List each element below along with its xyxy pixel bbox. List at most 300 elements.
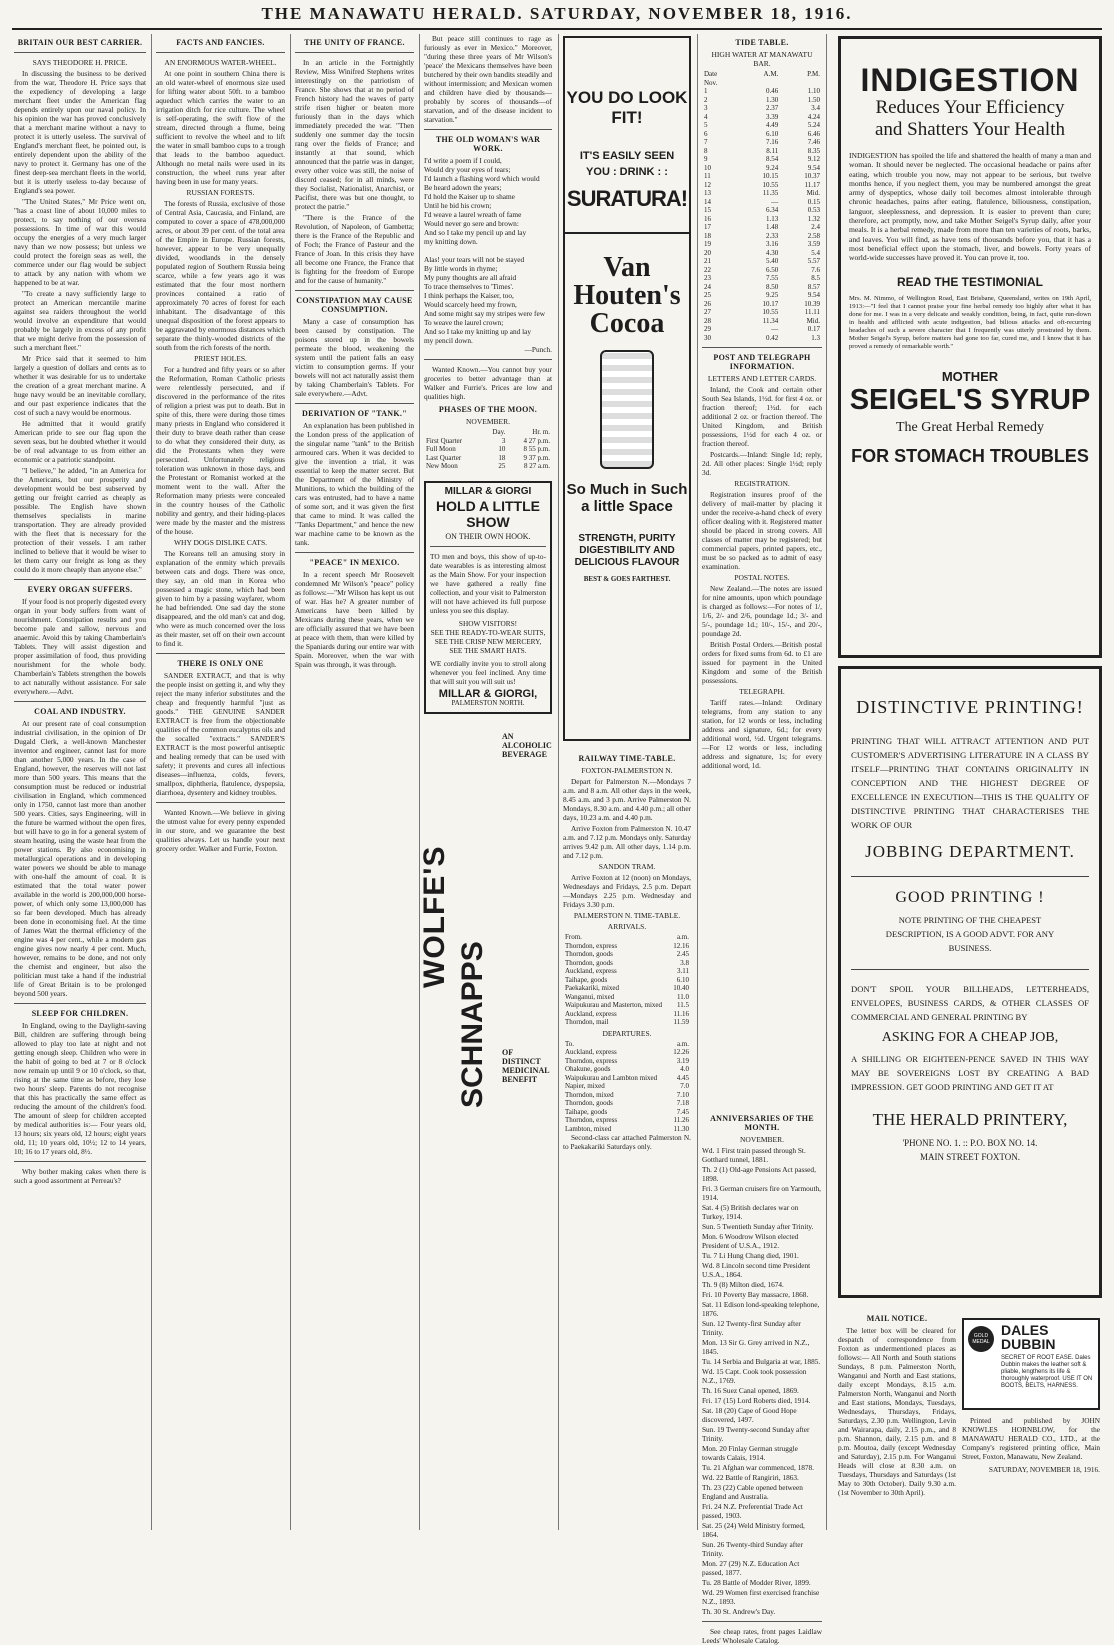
table-cell: Lambton, mixed: [565, 1124, 612, 1133]
paragraph: At our present rate of coal consumption industrial civilisation, in the opinion of Dr Dugald Clerk, a well-known Manchester inventor and engineer, cannot last for more than another 5,000 years. In the case of England, however, the reserves will not last more than 500 years. This means that the consumption must be reduced or industrial civilisation in England, which commenced only in 1750, cannot last more than another 500 years. Cities, says Engineering, will in the future be warmed without the open fires, but will have to go in for a general system of steam heating, using the waste heat from the power stations. By also economising in metallurgical operations and in developing water powers we should be able to manage with one-half the amount of coal. It is estimated that the total water power available in the world is 200,000,000 horse-power, of which only some 13,000,000 has so far been developed. Much has already been done in economising fuel. At the time of James Watt the thermal efficiency of the engine was 4 per cent., while a modern gas engine gives now nearly 4 per cent. Much, however, remains to be done, and not only the chemist and engineer, but also the politician must take a hand if the industrial life of Great Britain is to be prolonged beyond 500 years.: [14, 719, 146, 998]
table-cell: Thorndon, express: [565, 941, 618, 950]
paragraph: In a recent speech Mr Roosevelt condemned Mr Wilson's "peace" policy as follows:—"Mr Wilson has kept us out of war. Has he? A greater number of Americans have been killed by Mexicans during these years, when we are officially assured that we have been at peace with them, than were killed by the Spaniards during our entire war with Spain. Moreover, when the war with Spain was through, it was through.: [295, 570, 414, 669]
anniversary-item: Mon. 20 Finlay German struggle towards Calais, 1914.: [702, 1444, 798, 1462]
table-row: [702, 308, 822, 317]
cocoa-tin-illustration: [600, 350, 654, 469]
van-houten-footer: BEST & GOES FARTHEST.: [583, 575, 671, 583]
article-subheading: PALMERSTON N. TIME-TABLE.: [573, 911, 681, 920]
table-cell: —: [771, 197, 779, 206]
article-heading: POST AND TELEGRAPH INFORMATION.: [713, 353, 811, 371]
imprint: [962, 1416, 1100, 1532]
paragraph: Arrive Foxton from Palmerston N. 10.47 a.m. and 7.12 p.m. Mondays only. Saturday arrives 9.42 p.m. All other days, 1.14 p.m. and 7.12 p.m.: [563, 824, 691, 860]
ad-subtitle: ON THEIR OWN HOOK.: [445, 531, 531, 541]
table-row: [563, 967, 691, 976]
table-cell: 9.24: [766, 163, 779, 172]
table-row: [702, 147, 822, 156]
article-heading: EVERY ORGAN SUFFERS.: [27, 585, 133, 594]
article-heading: THERE IS ONLY ONE: [177, 659, 264, 668]
table-row: [563, 1074, 691, 1083]
table-row: [702, 113, 822, 122]
table-cell: 7.55: [766, 274, 779, 282]
table-cell: 7: [704, 138, 708, 146]
divider: [295, 52, 414, 53]
table-cell: 16: [704, 214, 711, 223]
printing-warning: DON'T SPOIL YOUR BILLHEADS, LETTERHEADS, ENVELOPES, BUSINESS CARDS, & OTHER CLASSES OF COMMERCIAL AND GENERAL PRINTING BY: [851, 984, 1089, 1022]
ad-tagline: AN ALCOHOLIC BEVERAGE: [502, 731, 552, 759]
table-row: [563, 993, 691, 1002]
table-cell: 2.45: [676, 950, 689, 958]
table-cell: 8.50: [766, 282, 779, 291]
divider: [156, 52, 285, 53]
table-cell: 4 27 p.m.: [523, 436, 550, 445]
table-cell: 11.30: [673, 1124, 689, 1133]
paragraph: An explanation has been published in the London press of the application of the singular name "tank" to the British armoured cars. When it was decided to give the invention a trial, it was essential to keep the matter secret. But the Department of the Ministry of Munitions, to which the building of the cars was entrusted, had to have a name of some sort, and it was given the first that came to mind. It was called the "Tanks Department," and hence the new war machine came to be known as the tank.: [295, 421, 414, 547]
anniversary-item: Wd. 29 Women first exercised franchise N.Z., 1893.: [702, 1588, 820, 1606]
table-cell: 25: [498, 462, 506, 470]
article-heading: COAL AND INDUSTRY.: [34, 707, 126, 716]
ad-place: PALMERSTON NORTH.: [451, 698, 525, 707]
table-cell: 8 27 a.m.: [523, 462, 550, 470]
divider: [295, 290, 414, 291]
paragraph: Depart for Palmerston N.—Mondays 7 a.m. and 8 a.m. All other days in the week, 8.45 a.m. and 3 p.m. Arrive Palmerston N. Mondays, 8.30 a.m. and 4.40 p.m.; all other days, 10.23 a.m. and 4.40 p.m.: [563, 777, 691, 822]
table-cell: 7.16: [766, 138, 779, 146]
table-cell: 12: [704, 180, 711, 189]
table-cell: 11: [704, 172, 711, 180]
ad-name: MILLAR & GIORGI,: [438, 687, 538, 700]
divider: [424, 359, 552, 360]
paragraph: "The United States," Mr Price went on, "has a coast line of about 10,000 miles to protect, to say nothing of our oversea possessions. In time of war this would occupy the energies of a very much larger navy than we now possess; but unless we could protect the foreign seas as well, the commerce under our flag would be subject to attack by any nation with whom we happened to be at war.: [14, 197, 146, 287]
table-cell: Mid.: [806, 316, 820, 325]
table-cell: Taihape, goods: [565, 975, 608, 984]
column-divider: [151, 34, 152, 1530]
table-cell: 8.57: [807, 282, 820, 291]
printery-contact: 'PHONE NO. 1. :: P.O. BOX NO. 14.: [902, 1138, 1038, 1148]
article-heading: THE UNITY OF FRANCE.: [304, 38, 405, 47]
printery-address: MAIN STREET FOXTON.: [920, 1152, 1020, 1162]
table-cell: 23: [704, 274, 711, 282]
table-row: [424, 454, 552, 463]
article-heading: MAIL NOTICE.: [866, 1314, 928, 1323]
table-cell: Waipukurau and Masterton, mixed: [565, 1001, 663, 1009]
anniversary-item: Fri. 24 N.Z. Preferential Trade Act passed, 1903.: [702, 1502, 803, 1520]
table-cell: 10: [704, 163, 711, 172]
article-heading: FACTS AND FANCIES.: [176, 38, 265, 47]
table-row: [563, 1057, 691, 1066]
table-row: [702, 317, 822, 326]
article-subheading: POSTAL NOTES.: [734, 573, 790, 582]
table-cell: 10.17: [762, 299, 779, 308]
anniversary-item: Th. 23 (22) Cable opened between England and Australia.: [702, 1483, 803, 1501]
table-cell: 18: [498, 453, 506, 462]
indigestion-body: INDIGESTION has spoiled the life and shattered the health of many a man and woman. It should never be neglected. The occasional headache or pains after eating, which trouble you now, may not appear to be serious, but twelve months hence, if you neglect them, you may be numbered amongst the great army of dyspeptics, whose daily toil becomes almost intolerable through chronic headaches, pains after eating, flatulence, biliousness, constipation, languor, sleeplessness, and depression. It is easier to prevent than cure; therefore, act promptly, now, and take Mother Seigel's Syrup daily, after your meals. It is a herbal remedy, made from more than ten varieties of roots, barks, and leaves. You will find, as have tens of thousands before you, that it has a most beneficial effect upon the stomach, liver, and bowels. Forty years of world-wide successes have proved it. You can prove it, too.: [849, 151, 1091, 263]
anniversary-item: Tu. 7 Li Hung Chang died, 1901.: [702, 1251, 799, 1260]
table-cell: 1.48: [766, 223, 779, 231]
table-cell: 11.17: [804, 180, 820, 189]
table-row: [702, 291, 822, 300]
good-printing-heading: GOOD PRINTING !: [895, 889, 1045, 906]
table-cell: 26: [704, 299, 711, 308]
table-cell: 5.40: [766, 257, 779, 265]
table-row: [702, 240, 822, 249]
table-row: [563, 1010, 691, 1019]
table-cell: 11.35: [762, 189, 779, 197]
van-houten-qualities: STRENGTH, PURITY DIGESTIBILITY AND DELICIOUS FLAVOUR: [574, 533, 680, 568]
table-cell: Taihape, goods: [565, 1107, 608, 1116]
dales-dubbin-ad: [962, 1318, 1100, 1410]
anniversary-item: Sat. 11 Edison lond-speaking telephone, 1876.: [702, 1300, 820, 1318]
van-houten-slogan: So Much in Such a little Space: [566, 481, 688, 515]
table-cell: 3.16: [766, 240, 779, 248]
paragraph: In England, owing to the Daylight-saving Bill, children are suffering through being allowed to play too late at night and not getting enough sleep. Children who were in the habit of going to bed at 7 or 8 o'clock now remain up until 9 or 10 o'clock, so that, rising at the same time as before, they lose two hours' sleep. Parents do not recognise that this has practically the same effect as reducing the amount of the children's food. The amount of sleep for children accepted by medical authorities is:— Four years old, 13 hours; six years old, 12 hours; eight years old, 11; 10 years old, 10½; 12 to 14 years, 10; 16 to 17 years old, 8½.: [14, 1021, 146, 1156]
table-cell: Auckland, express: [565, 1048, 617, 1056]
anniversary-item: Fri. 17 (15) Lord Roberts died, 1914.: [702, 1396, 811, 1405]
article-heading: BRITAIN OUR BEST CARRIER.: [17, 38, 143, 47]
table-row: [563, 942, 691, 951]
ad-title: HOLD A LITTLE SHOW: [436, 497, 540, 530]
divider: [702, 1621, 822, 1622]
millar-giorgi-ad: [424, 481, 552, 714]
table-row: [563, 984, 691, 993]
seigels-syrup-wordmark: SEIGEL'S SYRUP: [849, 383, 1091, 416]
table-cell: 24: [704, 282, 711, 291]
table-cell: 3.39: [766, 112, 779, 121]
anniversary-item: Sun. 5 Twentieth Sunday after Trinity.: [702, 1222, 814, 1231]
table-cell: 1: [704, 87, 708, 95]
article-heading: DERIVATION OF "TANK.": [302, 409, 407, 418]
indigestion-subtitle: Reduces Your Efficiency: [875, 97, 1065, 118]
divider: [14, 701, 146, 702]
table-cell: Thorndon, goods: [565, 958, 613, 967]
table-cell: 29: [704, 325, 711, 333]
table-cell: 6.10: [676, 975, 689, 984]
masthead: THE MANAWATU HERALD. SATURDAY, NOVEMBER 18, 1916.: [261, 4, 853, 23]
table-cell: 10: [498, 445, 506, 453]
table-cell: 11.5: [677, 1001, 689, 1009]
table-cell: 2.33: [766, 231, 779, 240]
table-cell: 3.11: [677, 967, 689, 975]
arrivals-table: From. a.m. Thorndon, express 12.16 Thorndon, goods 2.45 Thorndon, goods 3.8 Auckland, express 3.11 Taihape, goods 6.10 Paekakariki, mixed 10.40 Wanganui, mixed 11.0 Waipukurau and Masterton, mixed 11.5 Auckland, express 11.16 Thorndon, mail 11.59: [565, 933, 689, 1026]
table-cell: 4.45: [676, 1073, 689, 1082]
table-cell: Napier, mixed: [565, 1082, 605, 1090]
table-cell: 14: [704, 197, 711, 206]
good-printing-body: NOTE PRINTING OF THE CHEAPEST DESCRIPTION, IS A GOOD ADVT. FOR ANY BUSINESS.: [885, 915, 1055, 953]
divider: [702, 347, 822, 348]
table-row: [563, 1065, 691, 1074]
printing-ad: [838, 666, 1102, 1298]
jobbing-department: JOBBING DEPARTMENT.: [865, 842, 1075, 861]
cheap-job-heading: ASKING FOR A CHEAP JOB,: [881, 1030, 1059, 1045]
paragraph: The letter box will be cleared for despatch of correspondence from Foxton as undermentioned places as follows:— All North and South stations Sundays, 8 p.m. Palmerston North, Wanganui and North and East stations, daily except Mondays, 8.15 a.m. Palmerston North, Wanganui and North and East stations, Mondays, Tuesdays, Wednesdays, Thursdays, Fridays, Saturdays, 2.30 p.m. Wellington, Levin and Wairarapa, daily, 2.15 p.m., and 8 p.m. Shannon, daily, 2.15 p.m. and 8 p.m. Moutoa, daily (except Wednesday and Saturday), 2.15 p.m. For Wanganui Heads will close at 8.30 a.m. on Tuesdays, Thursdays and Saturdays (1st May to 30th October). Daily 9.30 a.m. (1st November to 30th April).: [838, 1326, 956, 1497]
table-row: [424, 462, 552, 471]
indigestion-title: INDIGESTION: [860, 62, 1080, 98]
paragraph: New Zealand.—The notes are issued for nine amounts, upon which poundage is charged as follows:—For notes of 1/, 1/6, 2/- and 2/6, poundage 1d.; 3/- and 5/-, poundage 1d.; 10/-, 15/-, and 20/-, poundage 2d.: [702, 584, 822, 638]
anniversary-item: Sat. 25 (24) Weld Ministry formed, 1864.: [702, 1521, 805, 1539]
table-cell: 7.10: [676, 1090, 689, 1099]
divider: [14, 579, 146, 580]
paragraph: See cheap rates, front pages Laidlaw Leeds' Wholesale Catalog.: [702, 1627, 822, 1645]
paragraph: The forests of Russia, exclusive of those of Central Asia, Caucasia, and Finland, are computed to cover a space of 478,000,000 acres, or about 39 per cent. of the total area of the Empire in Europe. Russian forests, however, appear to be very unequally divided, woodlands in the densely populated region of Southern Russia being scarce, while a few years ago it was estimated that the four most northern provinces contained a ratio of approximately 70 acres of forest for each inhabitant. The disadvantage of this unequal disposition of the forest appears to be aggravated by enormous distances which separate the thinly-wooded districts of the south from the rich forests of the north.: [156, 199, 285, 352]
paragraph: Many a case of consumption has been caused by constipation. The poisons stored up in the bowels permeate the blood, weakening the system until the patient falls an easy victim to consumption germs. If your bowels will not act naturally assist them by taking Chamberlain's Tablets. For sale everywhere.—Advt.: [295, 317, 414, 398]
table-cell: 3.19: [676, 1056, 689, 1065]
table-row: [702, 104, 822, 113]
table-row: [424, 445, 552, 454]
anniversary-item: Wd. 22 Battle of Rangiriri, 1863.: [702, 1473, 799, 1482]
divider: [156, 653, 285, 654]
table-cell: 3.59: [807, 240, 820, 248]
table-cell: Thorndon, mail: [565, 1018, 609, 1026]
table-cell: 2.58: [807, 231, 820, 240]
table-cell: 13: [704, 189, 711, 197]
table-row: [563, 959, 691, 968]
moon-month: NOVEMBER.: [466, 417, 510, 426]
table-row: [702, 87, 822, 96]
dales-dubbin-body: SECRET OF ROOT EASE. Dales Dubbin makes the leather soft & pliable, lengthens its life & thoroughly waterproof. USE IT ON BOOTS, BELTS, HARNESS.: [1001, 1355, 1093, 1389]
gold-medal-icon: GOLD MEDAL: [968, 1326, 994, 1352]
ad-list: SHOW VISITORS! SEE THE READY-TO-WEAR SUITS, SEE THE CRISP NEW MERCERY, SEE THE SMART HATS.: [430, 618, 546, 655]
table-cell: 1.50: [807, 95, 820, 104]
table-cell: 1.32: [807, 214, 820, 223]
table-cell: 11.0: [677, 992, 689, 1001]
table-cell: 5: [704, 121, 708, 129]
table-row: [424, 437, 552, 446]
table-row: [563, 1001, 691, 1010]
ad-body: WE cordially invite you to stroll along whenever you feel inclined. Any time that will suit you will suit us!: [430, 658, 546, 686]
divider: [295, 403, 414, 404]
table-cell: New Moon: [426, 462, 458, 470]
article-heading: THE OLD WOMAN'S WAR WORK.: [435, 135, 541, 153]
table-row: [702, 300, 822, 309]
ad-tagline: OF DISTINCT MEDICINAL BENEFIT: [502, 1047, 550, 1084]
table-row: [702, 274, 822, 283]
table-cell: 10.39: [804, 299, 820, 308]
table-cell: Ohakune, goods: [565, 1065, 611, 1073]
table-row: [702, 155, 822, 164]
table-cell: 8 55 p.m.: [523, 445, 550, 453]
herald-printery-name: THE HERALD PRINTERY,: [872, 1110, 1068, 1129]
table-cell: 10.40: [673, 984, 689, 992]
table-cell: 0.53: [807, 206, 820, 214]
table-cell: 9.54: [807, 291, 820, 299]
table-row: [702, 96, 822, 105]
article-heading: SLEEP FOR CHILDREN.: [31, 1009, 129, 1018]
article-heading: "PEACE" IN MEXICO.: [309, 558, 400, 567]
column-1: [14, 34, 146, 1532]
table-cell: 22: [704, 265, 711, 274]
table-cell: 11.11: [804, 308, 820, 316]
table-row: [563, 1108, 691, 1117]
paragraph: Mr Price said that it seemed to him largely a question of dollars and cents as to whether it was desirable for us to undertake the creation of a great merchant marine. A huge navy would be an inevitable corollary, and our past experience indicates that the cost of such a navy would be enormous.: [14, 354, 146, 417]
table-cell: 9.25: [766, 291, 779, 299]
table-row: [702, 266, 822, 275]
table-row: [563, 1099, 691, 1108]
table-cell: 18: [704, 231, 711, 240]
paragraph: For a hundred and fifty years or so after the Reformation, Roman Catholic priests were relentlessly persecuted, and if discovered in the performance of the rites of religion a priest was put to death. But in spite of this, there were during those times many priests in England who considered it their duty to brave death rather than cease to do what they considered their duty, as did the Protestants when they were persecuted. Unfortunately religious toleration was unknown in those days, and the Protestant or Romanist worked at the moment went to the wall. After the Reformation many priests were concealed in the country houses of the Catholic nobility and gentry, and their hiding-places were made by the master and the mistress of the house.: [156, 365, 285, 536]
divider: [14, 1161, 146, 1162]
table-cell: 17: [704, 223, 711, 231]
table-cell: 7.0: [680, 1082, 689, 1090]
table-cell: 8.5: [811, 274, 820, 282]
table-cell: Auckland, express: [565, 967, 617, 975]
table-cell: Wanganui, mixed: [565, 992, 615, 1001]
table-cell: 9.54: [807, 163, 820, 172]
moon-table: Day. Hr. m. First Quarter 3 4 27 p.m. Full Moon 10 8 55 p.m. Last Quarter 18 9 37 p.m. New Moon 25 8 27 a.m.: [426, 428, 550, 470]
anniversary-list: [702, 1146, 822, 1616]
table-cell: 3.4: [811, 104, 820, 112]
paragraph: "I believe," he added, "in an America for the Americans, but our prosperity and development would be best subserved by getting our freight carried as cheaply as possible. The English have shown themselves specialists in marine transportation. They are already provided with the fleet that is necessary for the protection of their vessels. I am rather inclined to believe that it would be wiser to let them carry our freight as long as they could do it more cheaply than anyone else.": [14, 466, 146, 574]
table-cell: First Quarter: [426, 436, 462, 445]
table-row: [702, 334, 822, 343]
anniversary-item: Wd. 1 First train passed through St. Gotthard tunnel, 1881.: [702, 1146, 806, 1164]
table-cell: 20: [704, 248, 711, 257]
anniversary-item: Sun. 19 Twenty-second Sunday after Trinity.: [702, 1425, 810, 1443]
testimonial-heading: READ THE TESTIMONIAL: [897, 274, 1043, 289]
paragraph: Wanted Known.—You cannot buy your groceries to better advantage than at Walker and Furrie's. Prices are low and qualities high.: [424, 365, 552, 401]
table-row: [702, 215, 822, 224]
table-cell: 10.37: [804, 172, 820, 180]
table-cell: Full Moon: [426, 445, 456, 453]
table-cell: 27: [704, 308, 711, 316]
paragraph: Tariff rates.—Inland: Ordinary telegrams, from any station to any station, for 12 words or less, including address and signature, 6d.; for every additional word, ½d. Urgent telegrams.—For 12 words or less, including address and signature, 1s; for every additional word, 1d.: [702, 698, 822, 770]
column-divider: [290, 34, 291, 1530]
article-subheading: SAYS THEODORE H. PRICE.: [32, 58, 128, 67]
testimonial-body: Mrs. M. Nimmo, of Wellington Road, East Brisbane, Queensland, writes on 19th April, 1913:—"I feel that I cannot praise your fine herbal remedy too highly after what it has done for me. I was in a very delicate and weakly condition, being, in fact, quite run-down in health and afflicted with acute indigestion, bad bilious attacks and oft-recurring headaches of such a severe character that I frequently was utterly prostrated by them. Mother Seigel's Syrup, before matters had gone too far, cured me, and I know that it has proved a remedy of remarkable worth.": [849, 294, 1091, 350]
table-row: [702, 130, 822, 139]
table-cell: 3: [704, 104, 708, 112]
paragraph: "To create a navy sufficiently large to protect an American mercantile marine against sea raiders throughout the world would involve an expenditure that would probably be largely in excess of any profit that we might derive from the possession of such a merchant fleet.": [14, 289, 146, 352]
table-cell: 5.57: [807, 257, 820, 265]
table-cell: Thorndon, mixed: [565, 1090, 614, 1099]
paragraph: The Koreans tell an amusing story in explanation of the enmity which prevails between cats and dogs. There was once, they say, an old man in Korea who possessed a magic stone, which had been given to him by a passing wayfarer, whom he had befriended. One sad day the stone disappeared, and the old man's cat and dog, who were as much concerned over the loss as their master, set off on their own account to find it.: [156, 549, 285, 648]
table-cell: 7.18: [676, 1099, 689, 1107]
herbal-remedy-tagline: The Great Herbal Remedy: [895, 419, 1045, 435]
anniversary-item: Th. 9 (8) Milton died, 1674.: [702, 1280, 784, 1289]
table-row: [702, 249, 822, 258]
table-cell: 9.12: [807, 155, 820, 163]
table-cell: 8.35: [807, 146, 820, 155]
table-cell: 9 37 p.m.: [523, 453, 550, 462]
table-cell: 9: [704, 155, 708, 163]
paragraph: Inland, the Cook and certain other South Sea Islands, 1½d. for first 4 oz. or fraction thereof; 1½d. for each additional 2 oz. or fraction thereof. The United Kingdom, and British possessions, 1½d for each 4 oz. or fraction thereof.: [702, 385, 822, 448]
article-subheading: NOVEMBER.: [740, 1135, 784, 1144]
table-row: [702, 121, 822, 130]
table-cell: 1.10: [807, 87, 820, 95]
table-row: [702, 257, 822, 266]
article-heading: TIDE TABLE.: [735, 38, 789, 47]
table-cell: 1.30: [766, 95, 779, 104]
tide-table: Date A.M. P.M. Nov. 1 0.46 1.10 2 1.30 1.50 3 2.37 3.4 4 3.39 4.24 5 4.49 5.24 6 6.10 6.46 7 7.16 7.46 8 8.11 8.35 9 8.54 9.12 10 9.24 9.54 11 10.15 10.37 12 10.55 11.17 13 11.35 Mid. 14 — 0.15 15 6.34 0.53 16 1.13 1.32 17 1.48 2.4 18 2.33 2.58 19 3.16 3.59 20 4.30 5.4 21 5.40 5.57 22 6.50 7.6 23 7.55 8.5 24 8.50 8.57 25 9.25 9.54 26 10.17 10.39 27 10.55 11.11 28 11.34 Mid. 29 — 0.17 30 0.42 1.3: [704, 70, 820, 342]
article-subheading: RUSSIAN FORESTS.: [186, 188, 255, 197]
paragraph: "There is the France of the Revolution, of Napoleon, of Gambetta; there is the France of the Republic and of Foch; the France of Pasteur and the France of Joan. In this crisis they have all become one France, the France that is fighting for the freedom of Europe and for the cause of humanity.": [295, 213, 414, 285]
column-divider: [419, 34, 420, 1530]
paragraph: In discussing the business to be derived from the war, Theodore H. Price says that the expediency of developing a large merchant fleet under the American flag depends entirely upon our naval policy. In his opinion the war has proved conclusively that a merchant marine without a navy to protect it is utterly useless. The survival of England's merchant fleet, he pointed out, is entirely dependent upon the ability of the navy to protect it. Germany has one of the finest deep-sea merchant fleets in the world, but it is utterly useless to-day because of England's sea power.: [14, 69, 146, 195]
table-cell: 7.45: [676, 1107, 689, 1116]
table-cell: 8.54: [766, 155, 779, 163]
article-subheading: ARRIVALS.: [607, 922, 647, 931]
article-heading: ANNIVERSARIES OF THE MONTH.: [710, 1114, 814, 1132]
van-houten-brand: Van Houten's Cocoa: [573, 252, 681, 339]
table-cell: 28: [704, 316, 711, 325]
cocoa-ads: [563, 36, 691, 741]
anniversary-item: Tu. 14 Serbia and Bulgaria at war, 1885.: [702, 1357, 821, 1366]
printing-title: DISTINCTIVE PRINTING!: [856, 697, 1084, 717]
paragraph: Arrive Foxton at 12 (noon) on Mondays, Wednesdays and Fridays, 2.5 p.m. Depart—Mondays 2.25 p.m. Wednesday and Fridays 3.30 p.m.: [563, 873, 691, 909]
paragraph: He admitted that it would gratify American pride to see our flag upon the seven seas, but he doubted whether it would be of real advantage to us from either an economic or a patriotic standpoint.: [14, 419, 146, 464]
wolfes-wordmark: WOLFE'S: [418, 845, 451, 988]
mother-label: MOTHER: [941, 368, 999, 384]
table-cell: 2: [704, 95, 708, 104]
table-cell: 5.4: [811, 248, 820, 257]
stomach-troubles-tagline: FOR STOMACH TROUBLES: [851, 445, 1089, 466]
table-cell: 11.59: [673, 1018, 689, 1026]
anniversary-item: Th. 2 (1) Old-age Pensions Act passed, 1898.: [702, 1165, 816, 1183]
paragraph: Wanted Known.—We believe in giving the utmost value for every penny expended in our store, and we guarantee the best qualities always. Let us handle your next grocery order. Walker and Furrie, Foxton.: [156, 808, 285, 853]
indigestion-ad: [838, 36, 1102, 658]
table-cell: 10.55: [762, 180, 779, 189]
divider: [14, 52, 146, 53]
paragraph: Why bother making cakes when there is such a good assortment at Perreau's?: [14, 1167, 146, 1185]
table-cell: 11.16: [673, 1009, 689, 1018]
suratura-body: IT'S EASILY SEEN YOU : DRINK : :: [579, 150, 675, 178]
table-cell: 12.16: [673, 941, 689, 950]
paragraph: British Postal Orders.—British postal orders for fixed sums from 6d. to £1 are issued for payment in the United Kingdom and some of the British possessions.: [702, 640, 822, 685]
paragraph: Second-class car attached Palmerston N. to Paekakariki Saturdays only.: [563, 1133, 691, 1151]
article-subheading: WHY DOGS DISLIKE CATS.: [173, 538, 268, 547]
paragraph: If your food is not properly digested every organ in your body suffers from want of nourishment. Constipation results and you become pale and sallow, nervous and anaemic. Avoid this by taking Chamberlain's Tablets. They will assist digestion and proper assimilation of food, thus providing nourishment for the whole body. Chamberlain's Tablets strengthen the bowels to act naturally without assistance. For sale everywhere.—Advt.: [14, 597, 146, 696]
table-cell: 6.34: [766, 206, 779, 214]
table-row: [702, 232, 822, 241]
anniversary-item: Mon. 6 Woodrow Wilson elected President of U.S.A., 1912.: [702, 1232, 799, 1250]
table-cell: 1.3: [811, 333, 820, 342]
article-subheading: TELEGRAPH.: [739, 687, 785, 696]
ad-heading: MILLAR & GIORGI: [444, 485, 532, 497]
article-subheading: LETTERS AND LETTER CARDS.: [707, 374, 817, 383]
anniversary-item: Sun. 26 Twenty-third Sunday after Trinity.: [702, 1540, 803, 1558]
table-cell: 0.42: [766, 333, 779, 342]
table-cell: Thorndon, goods: [565, 950, 613, 958]
table-cell: 10.15: [762, 172, 779, 180]
article-subheading: REGISTRATION.: [734, 479, 790, 488]
table-cell: 4.24: [807, 112, 820, 121]
table-cell: Auckland, express: [565, 1009, 617, 1018]
table-cell: 3.8: [680, 958, 689, 967]
suratura-headline: YOU DO LOOK FIT!: [566, 88, 688, 127]
table-cell: Thorndon, goods: [565, 1099, 613, 1107]
table-cell: Last Quarter: [426, 453, 462, 462]
anniversary-item: Tu. 21 Afghan war commenced, 1878.: [702, 1463, 815, 1472]
masthead-rule: [12, 28, 1102, 30]
anniversary-item: Mon. 27 (29) N.Z. Education Act passed, 1877.: [702, 1559, 800, 1577]
table-cell: 25: [704, 291, 711, 299]
divider: [424, 129, 552, 130]
anniversary-item: Mon. 13 Sir G. Grey arrived in N.Z., 1845.: [702, 1338, 810, 1356]
anniversary-item: Wd. 15 Capt. Cook took possession N.Z., 1769.: [702, 1367, 807, 1385]
table-row: [563, 1048, 691, 1057]
table-cell: 6.10: [766, 129, 779, 138]
table-row: [563, 1116, 691, 1125]
paragraph: Registration insures proof of the delivery of mail-matter by placing it under the receive-a-hand check of every officer dealing with it. Registered matter should be placed in strong covers. All classes of matter may be registered; but commercial papers, printed papers, etc., must be so packed as to admit of easy examination.: [702, 490, 822, 571]
article-subheading: AN ENORMOUS WATER-WHEEL.: [164, 58, 277, 67]
anniversary-item: Th. 16 Suez Canal opened, 1869.: [702, 1386, 799, 1395]
article-subheading: HIGH WATER AT MANAWATU BAR.: [711, 50, 813, 68]
table-cell: 11.26: [673, 1116, 689, 1124]
ad-body: TO men and boys, this show of up-to-date wearables is as interesting almost as the Main Show. For your inspection we have gathered a really fine collection, and your visit to Palmerston will not have achieved its full purpose unless you see this display.: [430, 551, 546, 615]
table-cell: 1.13: [766, 214, 779, 223]
column-divider: [558, 34, 559, 1530]
table-row: [702, 172, 822, 181]
table-row: [702, 181, 822, 190]
table-cell: 19: [704, 240, 711, 248]
mail-notice: [838, 1310, 956, 1532]
